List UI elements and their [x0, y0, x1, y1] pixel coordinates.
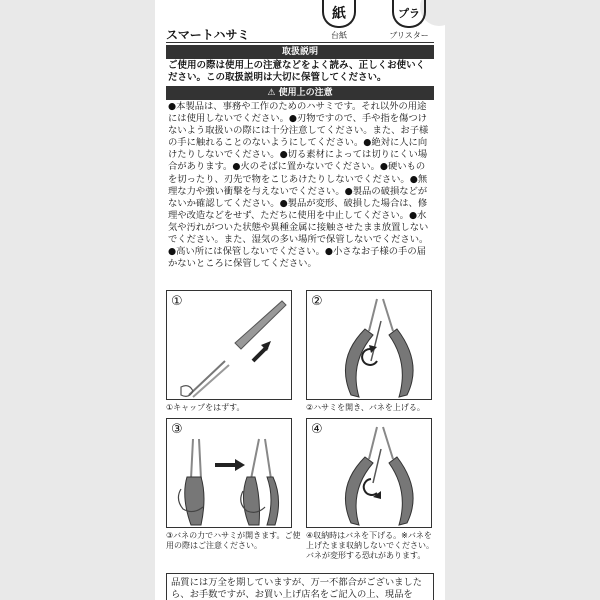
plastic-recycle-mark	[381, 0, 437, 41]
plastic-recycle-icon: プラ	[392, 0, 426, 28]
step-1-illustration	[167, 291, 293, 401]
caution-header: ⚠ 使用上の注意	[166, 86, 434, 100]
step-4-panel	[306, 418, 432, 528]
step-4-number: ④	[311, 422, 323, 437]
caution-text: ●本製品は、事務や工作のためのハサミです。それ以外の用途には使用しないでください。●刃物ですので、手や指を傷つけないよう取扱いの際には十分注意してください。また、お子様の手に触れることのないようにしてください。●絶対に人に向けたりしないでください。●切る素材によっては切りにくい場合があります。●火のそばに置かないでください。●硬いものを切ったり、刃先で物をこじあけたりしないでください。●無理な力や強い衝撃を与えないでください。●製品の破損などがないか確認してください。●製品が変形、破損した場合は、修理や改造などをせず、ただちに使用を中止してください。●水気や汚れがついた状態や異種金属に接触させたまま放置しないでください。また、湿気の多い場所で保管しないでください。●高い所には保管しないでください。●小さなお子様の手の届かないところに保管してください。	[168, 101, 429, 270]
step-4-illustration	[307, 419, 433, 529]
plastic-recycle-label: ブリスター	[389, 31, 429, 40]
paper-recycle-label: 台紙	[331, 31, 347, 40]
step-1-panel	[166, 290, 292, 400]
step-2-caption: ②ハサミを開き、バネを上げる。	[306, 403, 425, 412]
step-1-number: ①	[171, 294, 183, 309]
paper-recycle-icon: 紙	[322, 0, 356, 28]
step-3-illustration	[167, 419, 293, 529]
footer-notice: 品質には万全を期していますが、万一不都合がございましたら、お手数ですが、お買い上げ店名をご記入の上、現品を	[166, 573, 434, 600]
title-divider	[166, 42, 434, 43]
intro-text: ご使用の際は使用上の注意などをよく読み、正しくお使いください。この取扱説明は大切に保管してください。	[168, 60, 426, 83]
instructions-header: 取扱説明	[166, 45, 434, 59]
recycle-marks	[311, 0, 437, 41]
paper-recycle-mark	[311, 0, 367, 41]
step-2-illustration	[307, 291, 433, 401]
step-4-caption: ④収納時はバネを下げる。※バネを上げたまま収納しないでください。バネが変形する恐れがあります。	[306, 531, 434, 560]
step-2-panel	[306, 290, 432, 400]
step-3-panel	[166, 418, 292, 528]
product-title: スマートハサミ	[166, 28, 250, 42]
step-2-number: ②	[311, 294, 323, 309]
step-3-number: ③	[171, 422, 183, 437]
step-3-caption: ③バネの力でハサミが開きます。ご使用の際はご注意ください。	[166, 531, 301, 550]
step-1-caption: ①キャップをはずす。	[166, 403, 245, 412]
